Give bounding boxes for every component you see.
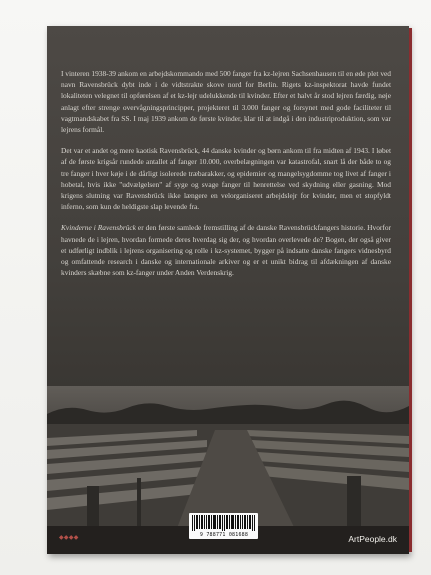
treeline [47,401,409,426]
barcode-number: 9 788771 081688 [199,532,249,538]
barcode [189,513,258,539]
barcode-bars [192,515,255,531]
blurb-paragraph-3-body: er den første samlede fremstilling af de danske Ravensbrückfangers historie. Hvorfor havnede de i lejren, hvordan formede deres hverdag sig der, og hvordan overlevede de? Bogen, der også giver et udførligt indblik i lejrens organisering og rolle i kz-systemet, bygger på indsatte danske fangers vidnesbyrd og omfattende research i danske og internationale arkiver og er et unikt bidrag til afdækningen af danske kvinders skæbne som kz-fanger under Anden Verdenskrig. [61,223,391,278]
book-back-cover [47,26,409,554]
publisher-name: ArtPeople.dk [348,534,397,544]
text-panel [47,26,409,386]
book-title-inline: Kvinderne i Ravensbrück [61,223,136,233]
blurb-text [61,68,391,288]
blurb-paragraph-2: Det var et andet og mere kaotisk Ravensbrück, 44 danske kvinder og børn ankom til fra midten af 1943. I løbet af de første krigsår rundede antallet af fanger 10.000, overbelægningen var katastrofal, snart lå der både to og tre fanger i hver køje i de dårligt isolerede træbarakker, og epidemier og mangelsygdomme tog livet af fanger i hobetal, hvis ikke "udvælgelsen" af syge og svage fanger til henrettelse ved skydning eller gasning. Mod krigens slutning var Ravensbrück ikke længere en velorganiseret arbejdslejr for kvinder, men et stopfyldt inferno, som kun de heldigste slap levende fra. [61,146,391,212]
blurb-paragraph-1: I vinteren 1938-39 ankom en arbejdskommando med 500 fanger fra kz-lejren Sachsenhausen til en øde plet ved navn Ravensbrück dybt inde i de vidtstrakte skove nord for Berlin. Rigets kz-inspektorat havde fundet lokaliteten velegnet til opførelsen af et kz-lejr udelukkende til kvinder. Efter et halvt år stod lejren færdig, nøje anlagt efter strenge overvågningsprincipper, projekteret til 3.000 fanger og forsynet med gode faciliteter til vagtmandskabet fra SS. I maj 1939 ankom de første kvinder, klar til at indgå i den industriproduktion, som var lejrens formål. [61,69,392,135]
blurb-paragraph-3 [61,222,391,278]
publisher-logo-left: ◆◆◆◆ [59,535,79,541]
camp-photo [47,386,409,554]
